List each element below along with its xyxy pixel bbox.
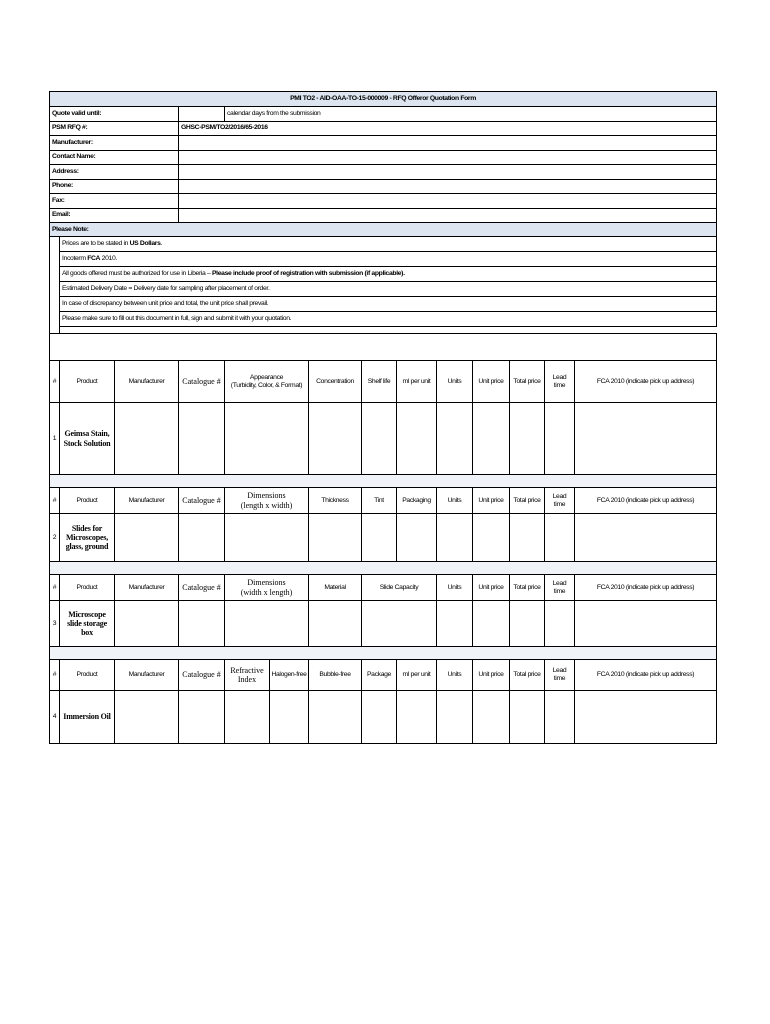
units-cell[interactable] [437,514,473,562]
contact-name-field[interactable] [179,150,717,165]
phone-label: Phone: [50,179,179,194]
product-name: Microscope slide storage box [60,601,115,647]
rfq-number-value: GHSC-PSM/TO2/2016/65-2016 [179,121,717,136]
unit-price-cell[interactable] [473,601,510,647]
units-cell[interactable] [437,691,473,744]
product-row [50,403,717,475]
units-cell[interactable] [437,403,473,475]
spec-cell[interactable] [397,403,437,475]
spec-cell[interactable] [309,514,362,562]
product-header-row: # Product Manufacturer Catalogue # Appearance (Turbidity, Color, & Format) Concentration Shelf life ml per unit Units Unit price Total price Lead time FCA 2010 (indicate pick up address) [50,361,717,403]
address-field[interactable] [179,165,717,180]
phone-field[interactable] [179,179,717,194]
fax-field[interactable] [179,194,717,209]
total-price-cell[interactable] [510,691,545,744]
rfq-number-label: PSM RFQ #: [50,121,179,136]
product-name: Geimsa Stain, Stock Solution [60,403,115,475]
fax-label: Fax: [50,194,179,209]
manufacturer-cell[interactable] [115,403,179,475]
spec-cell[interactable] [397,514,437,562]
email-field[interactable] [179,208,717,223]
product-number: 4 [50,691,60,744]
form-title: PMI TO2 - AID-OAA-TO-15-000009 - RFQ Offeror Quotation Form [50,92,717,107]
catalogue-cell[interactable] [179,403,225,475]
spec-cell[interactable] [362,601,437,647]
spacer-row [50,334,717,361]
fca-cell[interactable] [575,514,717,562]
product-header-row: # Product Manufacturer Catalogue # Dimensions (width x length) Material Slide Capacity Units Unit price Total price Lead time FCA 2010 (indicate pick up address) [50,575,717,601]
product-row [50,514,717,562]
spec-cell[interactable] [225,403,309,475]
total-price-cell[interactable] [510,403,545,475]
manufacturer-field[interactable] [179,136,717,151]
rfq-form [49,91,716,744]
address-label: Address: [50,165,179,180]
spec-cell[interactable] [309,403,362,475]
manufacturer-label: Manufacturer: [50,136,179,151]
lead-time-cell[interactable] [545,691,575,744]
please-note-label: Please Note: [50,223,717,237]
manufacturer-cell[interactable] [115,691,179,744]
spec-cell[interactable] [397,691,437,744]
rfq-table [49,91,717,744]
product-header-row: # Product Manufacturer Catalogue # Refractive Index Halogen-free Bubble-free Package ml per unit Units Unit price Total price Lead time FCA 2010 (indicate pick up address) [50,660,717,691]
product-row [50,691,717,744]
spec-cell[interactable] [362,691,397,744]
lead-time-cell[interactable] [545,403,575,475]
note-item: Please make sure to fill out this document in full, sign and submit it with your quotation. [60,312,717,327]
total-price-cell[interactable] [510,601,545,647]
product-name: Immersion Oil [60,691,115,744]
catalogue-cell[interactable] [179,691,225,744]
note-item: In case of discrepancy between unit price and total, the unit price shall prevail. [60,297,717,312]
product-number: 1 [50,403,60,475]
product-number: 2 [50,514,60,562]
product-row [50,601,717,647]
quote-valid-days-field[interactable] [179,107,225,122]
unit-price-cell[interactable] [473,403,510,475]
spec-cell[interactable] [362,403,397,475]
quote-valid-note: calendar days from the submission [225,107,717,122]
fca-cell[interactable] [575,691,717,744]
note-item: Prices are to be stated in US Dollars. [60,237,717,252]
product-name: Slides for Microscopes, glass, ground [60,514,115,562]
spec-cell[interactable] [225,691,270,743]
manufacturer-cell[interactable] [115,514,179,562]
lead-time-cell[interactable] [545,601,575,647]
spec-cell[interactable] [225,601,309,647]
unit-price-cell[interactable] [473,691,510,744]
product-header-row: # Product Manufacturer Catalogue # Dimensions (length x width) Thickness Tint Packaging Units Unit price Total price Lead time FCA 2010 (indicate pick up address) [50,488,717,514]
manufacturer-cell[interactable] [115,601,179,647]
contact-name-label: Contact Name: [50,150,179,165]
lead-time-cell[interactable] [545,514,575,562]
spec-cell[interactable] [270,691,308,743]
catalogue-cell[interactable] [179,514,225,562]
note-item: Incoterm FCA 2010. [60,252,717,267]
catalogue-cell[interactable] [179,601,225,647]
units-cell[interactable] [437,601,473,647]
email-label: Email: [50,208,179,223]
quote-valid-label: Quote valid until: [50,107,179,122]
fca-cell[interactable] [575,601,717,647]
unit-price-cell[interactable] [473,514,510,562]
fca-cell[interactable] [575,403,717,475]
spec-cell[interactable] [309,691,362,744]
spec-cell[interactable] [309,601,362,647]
product-number: 3 [50,601,60,647]
total-price-cell[interactable] [510,514,545,562]
spec-cell[interactable] [225,514,309,562]
note-item: All goods offered must be authorized for use in Liberia – Please include proof of registration with submission (if applicable). [60,267,717,282]
note-item: Estimated Delivery Date = Delivery date for sampling after placement of order. [60,282,717,297]
spec-cell[interactable] [362,514,397,562]
